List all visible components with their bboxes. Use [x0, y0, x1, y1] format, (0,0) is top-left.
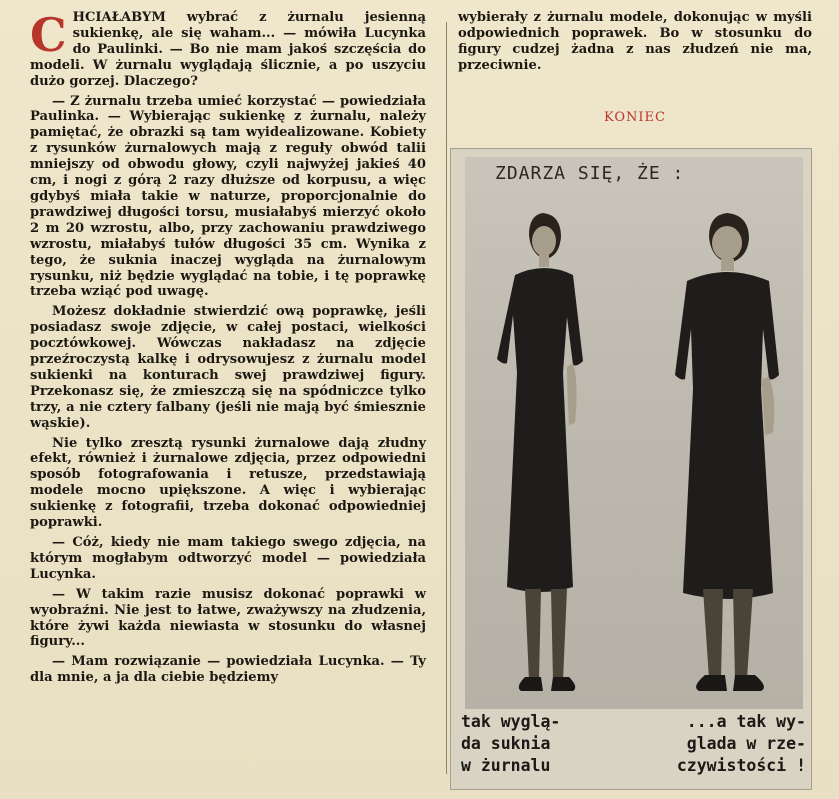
article-right-column — [458, 10, 812, 125]
paragraph-1 — [30, 10, 426, 90]
real-figure — [675, 213, 779, 691]
paragraph-right: wybierały z żurnalu modele, dokonując w myśli odpowiednich poprawek. Bo w stosunku do figury cudzej żadna z nas złudzeń nie ma, przeciwnie. — [458, 10, 812, 73]
paragraph-6: — W takim razie musisz dokonać poprawki w wyobraźni. Nie jest to łatwe, zważywszy na złudzenia, które żywi każda niewiasta w stosunku do własnej figury... — [30, 586, 426, 650]
paragraph-4: Nie tylko zresztą rysunki żurnalowe dają złudny efekt, również i żurnalowe zdjęcia, przez odpowiedni sposób fotografowania i retusze, przedstawiają modele mocno upiększone. A więc i wybierając sukienkę z fotografii, trzeba dokonać odpowiedniej poprawki. — [30, 435, 426, 531]
photo-caption-left — [461, 711, 611, 777]
article-left-column — [30, 10, 426, 690]
drop-cap: C — [30, 8, 67, 62]
caption-right-text: ...a tak wy- glada w rze- czywistości ! — [676, 712, 806, 775]
column-divider — [446, 22, 447, 774]
paragraph-2: — Z żurnalu trzeba umieć korzystać — powiedziała Paulinka. — Wybierając sukienkę z żurnalu, należy pamiętać, że obrazki są tam wyidealizowane. Kobiety z rysunków żurnalowych mają z reguły obwód talii mniejszy od obwodu głowy, czyli najwyżej jakieś 40 cm, i nogi z górą 2 razy dłuższe od korpusu, a więc gdybyś miała takie w naturze, proporcjonalnie do prawdziwej długości torsu, musiałabyś mierzyć około 2 m 20 wzrostu, albo, przy zachowaniu prawdziwego wzrostu, miałabyś tułów długości 35 cm. Wynika z tego, że suknia inaczej wygląda na żurnalowym rysunku, niż będzie wyglądać na tobie, i tę poprawkę trzeba wziąć pod uwagę. — [30, 93, 426, 300]
paragraph-7: — Mam rozwiązanie — powiedziała Lucynka. — Ty dla mnie, a ja dla ciebie będziemy — [30, 654, 426, 686]
photo-background — [465, 157, 803, 709]
two-women-figures — [465, 157, 803, 709]
photo-caption-right — [631, 711, 806, 777]
paragraph-3: Możesz dokładnie stwierdzić ową poprawkę, jeśli posiadasz swoje zdjęcie, w całej postaci, wielkości pocztówkowej. Wówczas nakładasz na zdjęcie przeźroczystą kalkę i odrysowujesz z żurnalu model sukienki na konturach swej prawdziwej figury. Przekonasz się, że zmieszczą się na spódniczce tylko trzy, a nie cztery falbany (jeśli nie mają być śmiesznie wąskie). — [30, 304, 426, 431]
photo-top-caption: ZDARZA SIĘ, ŻE : — [495, 163, 685, 184]
caption-left-text: tak wyglą- da suknia w żurnalu — [461, 712, 561, 775]
paragraph-1-text: HCIAŁABYM wybrać z żurnalu jesienną sukienkę, ale się waham... — mówiła Lucynka do Paulinki. — Bo nie mam jakoś szczęścia do modeli. W żurnalu wyglądają ślicznie, a po uszyciu dużo gorzej. Dlaczego? — [30, 10, 426, 89]
comparison-photo — [450, 148, 812, 790]
paragraph-5: — Cóż, kiedy nie mam takiego swego zdjęcia, na którym mogłabym odtworzyć model — powiedziała Lucynka. — [30, 535, 426, 582]
end-mark: KONIEC — [604, 110, 666, 125]
idealized-figure — [497, 213, 583, 691]
